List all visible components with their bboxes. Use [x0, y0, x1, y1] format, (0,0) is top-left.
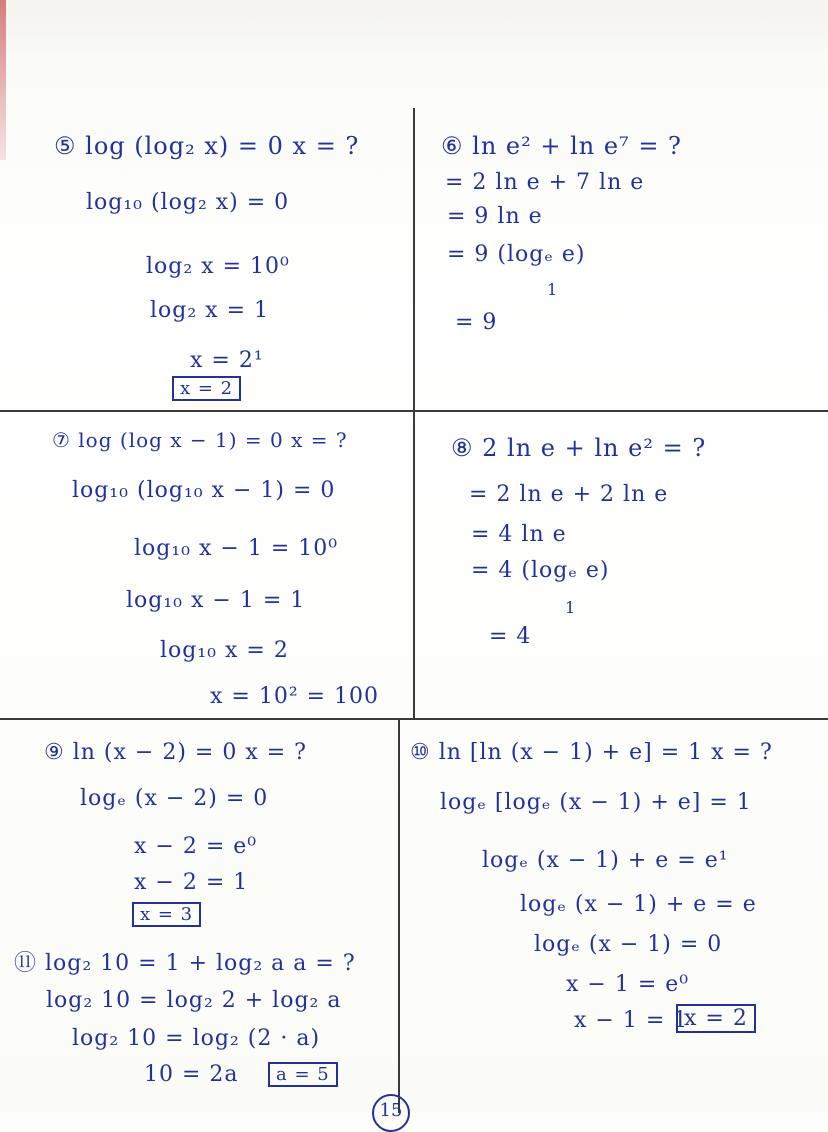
- problem-10-answer-box: x = 2: [676, 1004, 756, 1033]
- problem-11: [0, 940, 398, 1090]
- problem-8-question: ⑧ 2 ln e + ln e² = ?: [451, 434, 707, 462]
- problem-10-step-2: logₑ (x − 1) + e = e¹: [482, 848, 729, 873]
- problem-6-step-3: = 9 (logₑ e): [447, 242, 586, 267]
- problem-11-step-3: 10 = 2a: [144, 1062, 239, 1087]
- problem-6-result: = 9: [455, 310, 498, 335]
- problem-9-step-1: logₑ (x − 2) = 0: [80, 786, 269, 811]
- problem-8-step-3: = 4 (logₑ e): [471, 558, 610, 583]
- problem-8-result: = 4: [489, 624, 532, 649]
- problem-5-question: ⑤ log (log₂ x) = 0 x = ?: [54, 132, 360, 160]
- problem-6-one-note: 1: [547, 280, 559, 299]
- problem-7-question: ⑦ log (log x − 1) = 0 x = ?: [52, 428, 348, 452]
- problem-9-answer-box: x = 3: [132, 902, 201, 927]
- problem-7-step-2: log₁₀ x − 1 = 10⁰: [134, 536, 339, 561]
- problem-9-step-2: x − 2 = e⁰: [134, 834, 258, 859]
- problem-10: [400, 720, 828, 1113]
- problem-8: [415, 412, 828, 718]
- problem-5-step-4: x = 2¹: [190, 348, 264, 373]
- problem-11-answer-box: a = 5: [268, 1062, 338, 1087]
- problem-7-step-5: x = 10² = 100: [210, 684, 380, 709]
- problem-11-question: ⑪ log₂ 10 = 1 + log₂ a a = ?: [14, 951, 356, 976]
- problem-7: [0, 412, 412, 718]
- problem-7-step-4: log₁₀ x = 2: [160, 638, 289, 663]
- problem-6-question: ⑥ ln e² + ln e⁷ = ?: [441, 132, 682, 160]
- problem-9-step-3: x − 2 = 1: [134, 870, 249, 895]
- problem-8-step-2: = 4 ln e: [471, 522, 567, 547]
- problem-5-step-3: log₂ x = 1: [150, 298, 270, 323]
- problem-10-step-1: logₑ [logₑ (x − 1) + e] = 1: [440, 790, 752, 815]
- problem-6-step-1: = 2 ln e + 7 ln e: [445, 170, 645, 195]
- problem-8-one-note: 1: [565, 598, 577, 617]
- problem-10-question: ⑩ ln [ln (x − 1) + e] = 1 x = ?: [410, 740, 773, 765]
- problem-9-question: ⑨ ln (x − 2) = 0 x = ?: [44, 740, 307, 765]
- problem-10-step-6: x − 1 = 1: [574, 1008, 689, 1033]
- problem-8-step-1: = 2 ln e + 2 ln e: [469, 482, 669, 507]
- problem-5-answer-box: x = 2: [172, 376, 241, 401]
- problem-9: [0, 720, 398, 940]
- problem-6: [415, 110, 828, 410]
- problem-10-step-4: logₑ (x − 1) = 0: [534, 932, 723, 957]
- problem-10-step-5: x − 1 = e⁰: [566, 972, 690, 997]
- problem-11-step-2: log₂ 10 = log₂ (2 · a): [72, 1026, 321, 1051]
- problem-5-step-1: log₁₀ (log₂ x) = 0: [86, 190, 290, 215]
- problem-5: [0, 110, 412, 410]
- page-number: 15: [372, 1094, 410, 1132]
- problem-7-step-3: log₁₀ x − 1 = 1: [126, 588, 306, 613]
- problem-6-step-2: = 9 ln e: [447, 204, 543, 229]
- problem-7-step-1: log₁₀ (log₁₀ x − 1) = 0: [72, 478, 336, 503]
- problem-11-step-1: log₂ 10 = log₂ 2 + log₂ a: [46, 988, 342, 1013]
- problem-10-step-3: logₑ (x − 1) + e = e: [520, 892, 757, 917]
- problem-5-step-2: log₂ x = 10⁰: [146, 254, 290, 279]
